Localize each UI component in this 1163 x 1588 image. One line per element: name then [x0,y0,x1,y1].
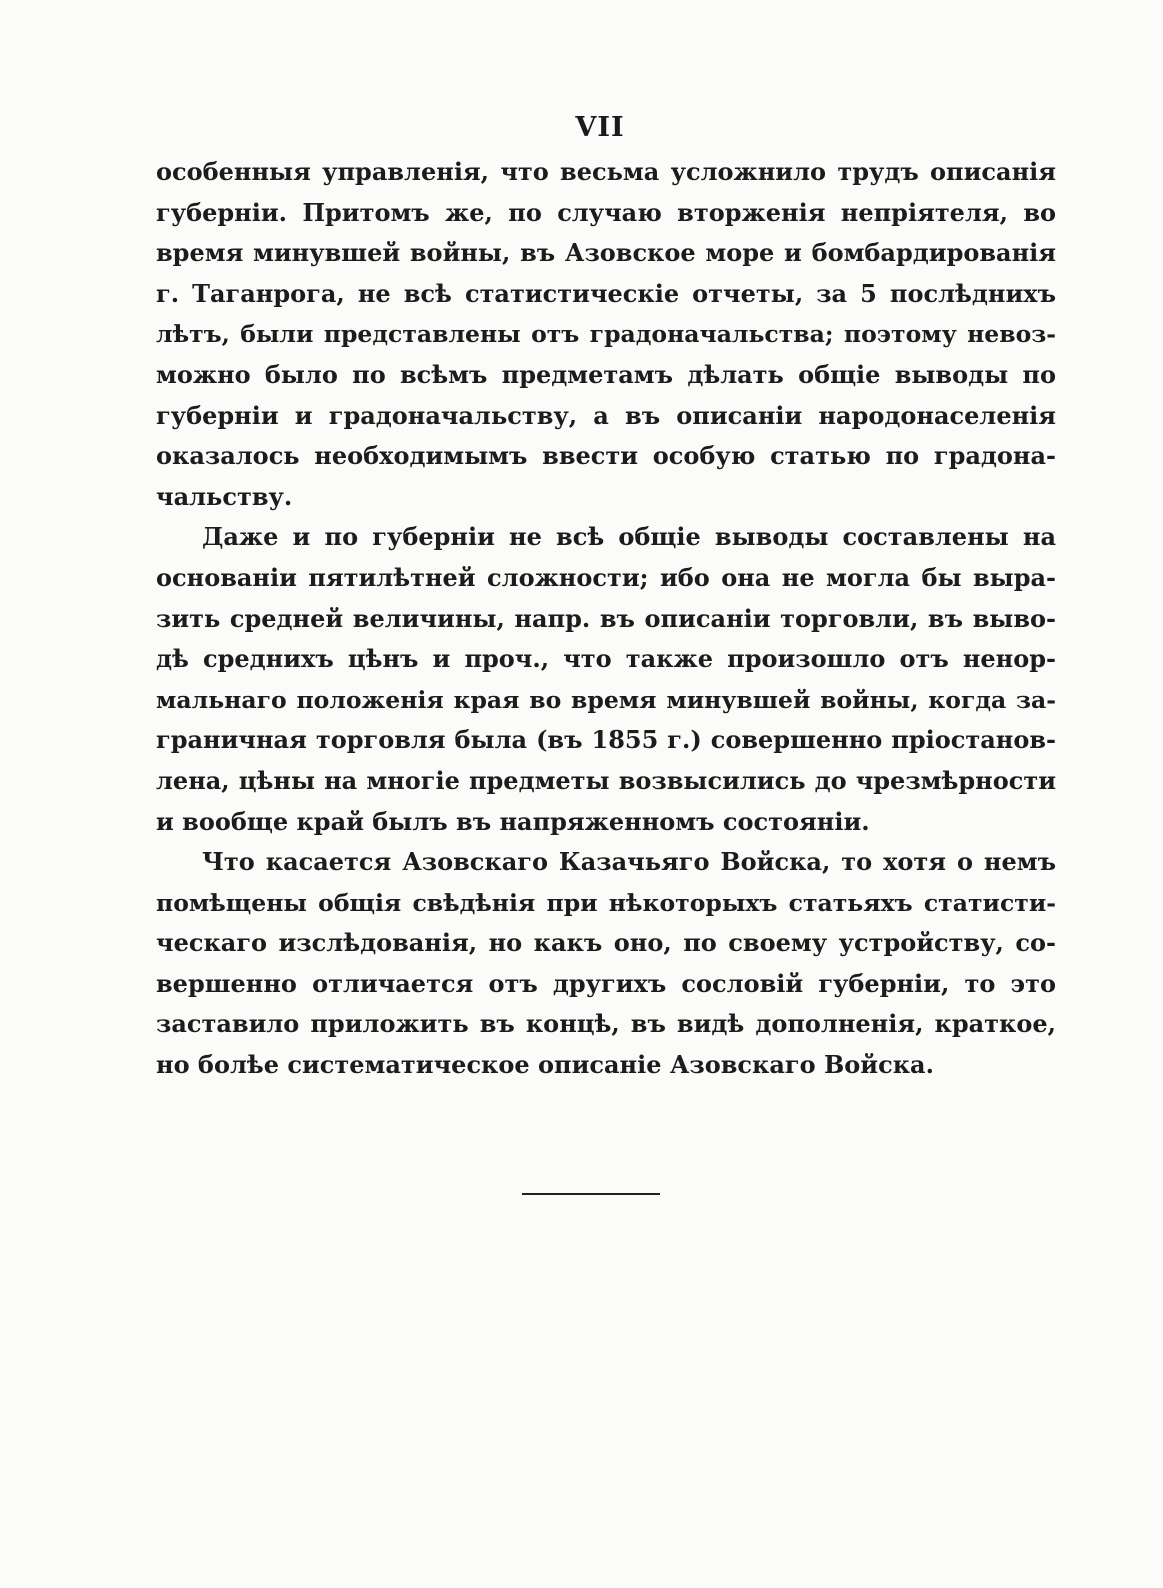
text-line: и вообще край былъ въ напряженномъ состояніи. [156,806,870,836]
text-line: губерніи. Притомъ же, по случаю вторженія непріятеля, во [156,197,1056,227]
text-line: время минувшей войны, въ Азовское море и бомбардированія [156,238,1056,268]
text-line: дѣ среднихъ цѣнъ и проч., что также произошло отъ ненор- [156,644,1056,674]
text-line: оказалось необходимымъ ввести особую статью по градона- [156,441,1056,471]
text-line: лѣтъ, были представлены отъ градоначальства; поэтому невоз- [156,320,1056,349]
page-number: VII [575,112,625,143]
text-line: ческаго изслѣдованія, но какъ оно, по своему устройству, со- [156,928,1056,958]
body-text [156,152,1056,1086]
text-line: мальнаго положенія края во время минувшей войны, когда за- [156,685,1056,714]
text-line: можно было по всѣмъ предметамъ дѣлать общіе выводы по [156,359,1056,389]
text-line: особенныя управленія, что весьма усложнило трудъ описанія [156,157,1056,186]
text-line: губерніи и градоначальству, а въ описаніи народонаселенія [156,400,1056,430]
text-line: заставило приложить въ концѣ, въ видѣ дополненія, краткое, [156,1009,1056,1039]
text-line: но болѣе систематическое описаніе Азовскаго Войска. [156,1050,934,1080]
paragraph-3 [156,842,1056,1086]
section-divider [522,1193,660,1195]
text-line: лена, цѣны на многіе предметы возвысились до чрезмѣрности [156,765,1056,795]
text-line: помѣщены общія свѣдѣнія при нѣкоторыхъ статьяхъ статисти- [156,888,1056,917]
text-line: вершенно отличается отъ другихъ сословій губерніи, то это [156,968,1056,998]
paragraph-2 [156,517,1056,842]
paragraph-1 [156,152,1056,517]
text-line: Даже и по губерніи не всѣ общіе выводы составлены на [202,522,1056,552]
text-line: г. Таганрога, не всѣ статистическіе отчеты, за 5 послѣднихъ [156,278,1056,308]
text-line: основаніи пятилѣтней сложности; ибо она не могла бы выра- [156,562,1056,592]
text-line: зить средней величины, напр. въ описаніи торговли, въ выво- [156,603,1056,633]
text-line: чальству. [156,481,293,511]
text-line: граничная торговля была (въ 1855 г.) совершенно пріостанов- [156,725,1056,755]
text-line: Что касается Азовскаго Казачьяго Войска, то хотя о немъ [202,847,1056,877]
